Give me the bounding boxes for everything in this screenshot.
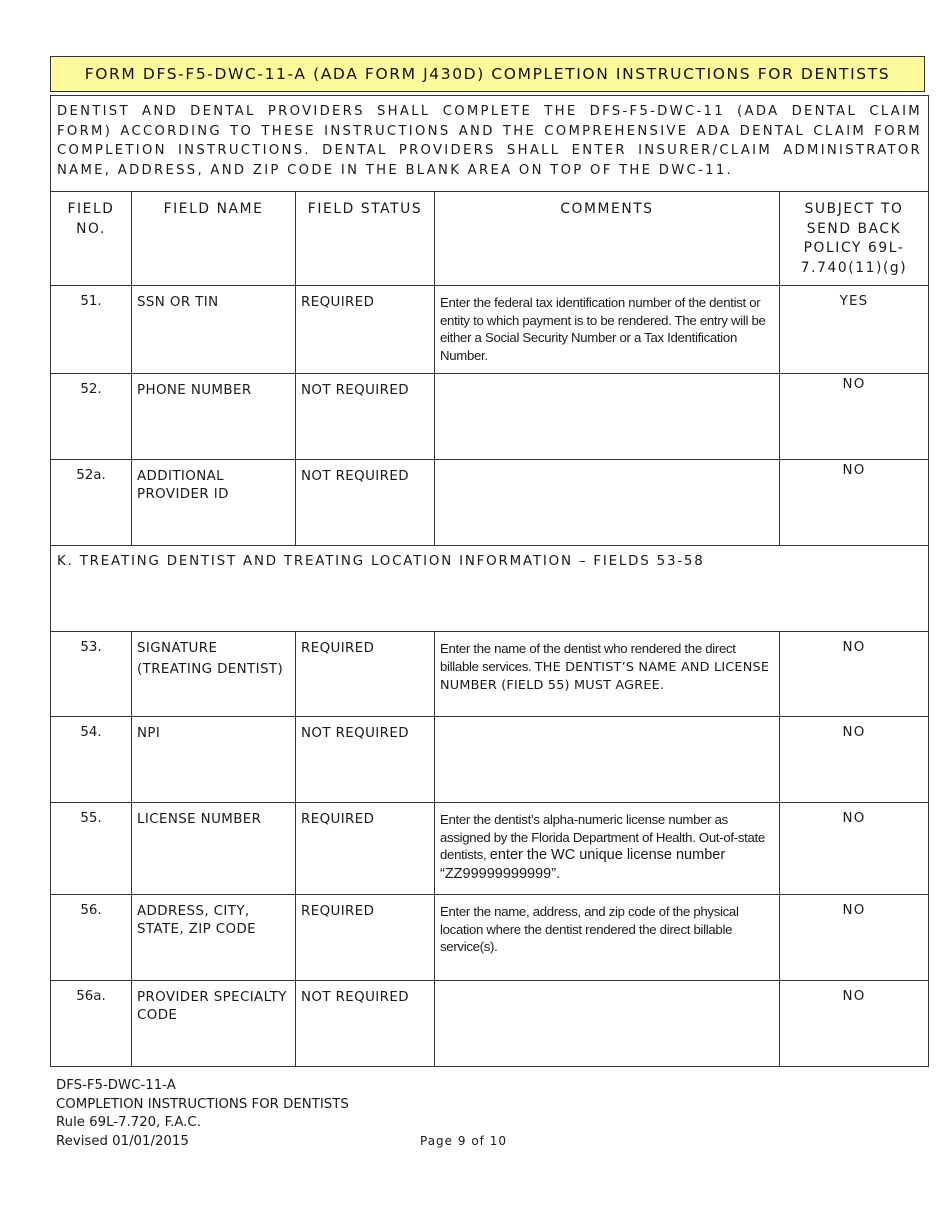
header-send-back: SUBJECT TO SEND BACK POLICY 69L-7.740(11)(g) xyxy=(780,192,929,286)
field-name: NPI xyxy=(132,717,296,803)
field-no: 53. xyxy=(51,632,132,717)
footer-rule: Rule 69L-7.720, F.A.C. xyxy=(56,1115,201,1130)
field-status: REQUIRED xyxy=(296,803,435,895)
field-name: PHONE NUMBER xyxy=(132,374,296,460)
header-field-status: FIELD STATUS xyxy=(296,192,435,286)
send-back-value: NO xyxy=(780,374,929,460)
field-comment xyxy=(435,981,780,1067)
table-row xyxy=(51,803,929,895)
field-name: SSN OR TIN xyxy=(132,286,296,374)
send-back-value: NO xyxy=(780,803,929,895)
field-comment xyxy=(435,460,780,546)
field-comment: Enter the federal tax identification number of the dentist or entity to which payment is to be rendered. The entry will be either a Social Security Number or a Tax Identification Number. xyxy=(435,286,780,374)
field-name-line: (TREATING DENTIST) xyxy=(137,661,284,677)
table-row xyxy=(51,981,929,1067)
header-field-name: FIELD NAME xyxy=(132,192,296,286)
header-field-no: FIELD NO. xyxy=(51,192,132,286)
field-comment xyxy=(435,717,780,803)
intro-instructions: DENTIST AND DENTAL PROVIDERS SHALL COMPLETE THE DFS-F5-DWC-11 (ADA DENTAL CLAIM FORM) ACCORDING TO THESE INSTRUCTIONS AND THE COMPREHENSIVE ADA DENTAL CLAIM FORM COMPLETION INSTRUCTIONS. DENTAL PROVIDERS SHALL ENTER INSURER/CLAIM ADMINISTRATOR NAME, ADDRESS, AND ZIP CODE IN THE BLANK AREA ON TOP OF THE DWC-11. xyxy=(51,96,929,192)
send-back-value: YES xyxy=(780,286,929,374)
footer xyxy=(56,1077,349,1151)
table-row xyxy=(51,895,929,981)
field-name: ADDRESS, CITY, STATE, ZIP CODE xyxy=(132,895,296,981)
comment-emphasis-text: enter the WC unique license number “ZZ99999999999”. xyxy=(440,847,726,882)
section-k-heading: K. TREATING DENTIST AND TREATING LOCATION INFORMATION – FIELDS 53-58 xyxy=(51,546,929,632)
field-comment: Enter the name, address, and zip code of the physical location where the dentist rendered the direct billable service(s). xyxy=(435,895,780,981)
send-back-value: NO xyxy=(780,981,929,1067)
comment-caps-text: THE DENTIST’S NAME AND LICENSE NUMBER (FIELD 55) MUST AGREE. xyxy=(440,659,770,693)
comment-text: Enter the dentist’s alpha-numeric license number as assigned by the Florida Department of Health. Out-of-state dentists, xyxy=(440,812,765,862)
table-row xyxy=(51,632,929,717)
field-status: REQUIRED xyxy=(296,286,435,374)
table-row xyxy=(51,460,929,546)
field-no: 55. xyxy=(51,803,132,895)
field-status: REQUIRED xyxy=(296,895,435,981)
field-comment xyxy=(435,803,780,895)
footer-form-id: DFS-F5-DWC-11-A xyxy=(56,1078,176,1093)
field-status: NOT REQUIRED xyxy=(296,374,435,460)
header-comments: COMMENTS xyxy=(435,192,780,286)
field-no: 52a. xyxy=(51,460,132,546)
field-no: 56. xyxy=(51,895,132,981)
field-no: 56a. xyxy=(51,981,132,1067)
instructions-table xyxy=(50,95,929,1067)
footer-revised: Revised 01/01/2015 xyxy=(56,1133,189,1149)
page-number: Page 9 of 10 xyxy=(420,1134,507,1148)
table-row xyxy=(51,717,929,803)
field-name: ADDITIONAL PROVIDER ID xyxy=(132,460,296,546)
field-name xyxy=(132,632,296,717)
field-comment xyxy=(435,632,780,717)
field-name-line: SIGNATURE xyxy=(137,641,218,656)
comment-text: Enter the name of the dentist who rendered the direct billable services. xyxy=(440,641,736,674)
field-status: NOT REQUIRED xyxy=(296,460,435,546)
field-status: NOT REQUIRED xyxy=(296,717,435,803)
field-no: 51. xyxy=(51,286,132,374)
field-no: 52. xyxy=(51,374,132,460)
field-no: 54. xyxy=(51,717,132,803)
send-back-value: NO xyxy=(780,632,929,717)
send-back-value: NO xyxy=(780,895,929,981)
table-row xyxy=(51,374,929,460)
send-back-value: NO xyxy=(780,460,929,546)
footer-form-title: COMPLETION INSTRUCTIONS FOR DENTISTS xyxy=(56,1096,349,1112)
send-back-value: NO xyxy=(780,717,929,803)
field-status: REQUIRED xyxy=(296,632,435,717)
form-title: FORM DFS-F5-DWC-11-A (ADA FORM J430D) COMPLETION INSTRUCTIONS FOR DENTISTS xyxy=(50,56,925,92)
field-name: LICENSE NUMBER xyxy=(132,803,296,895)
field-comment xyxy=(435,374,780,460)
table-row xyxy=(51,286,929,374)
field-name: PROVIDER SPECIALTY CODE xyxy=(132,981,296,1067)
field-status: NOT REQUIRED xyxy=(296,981,435,1067)
